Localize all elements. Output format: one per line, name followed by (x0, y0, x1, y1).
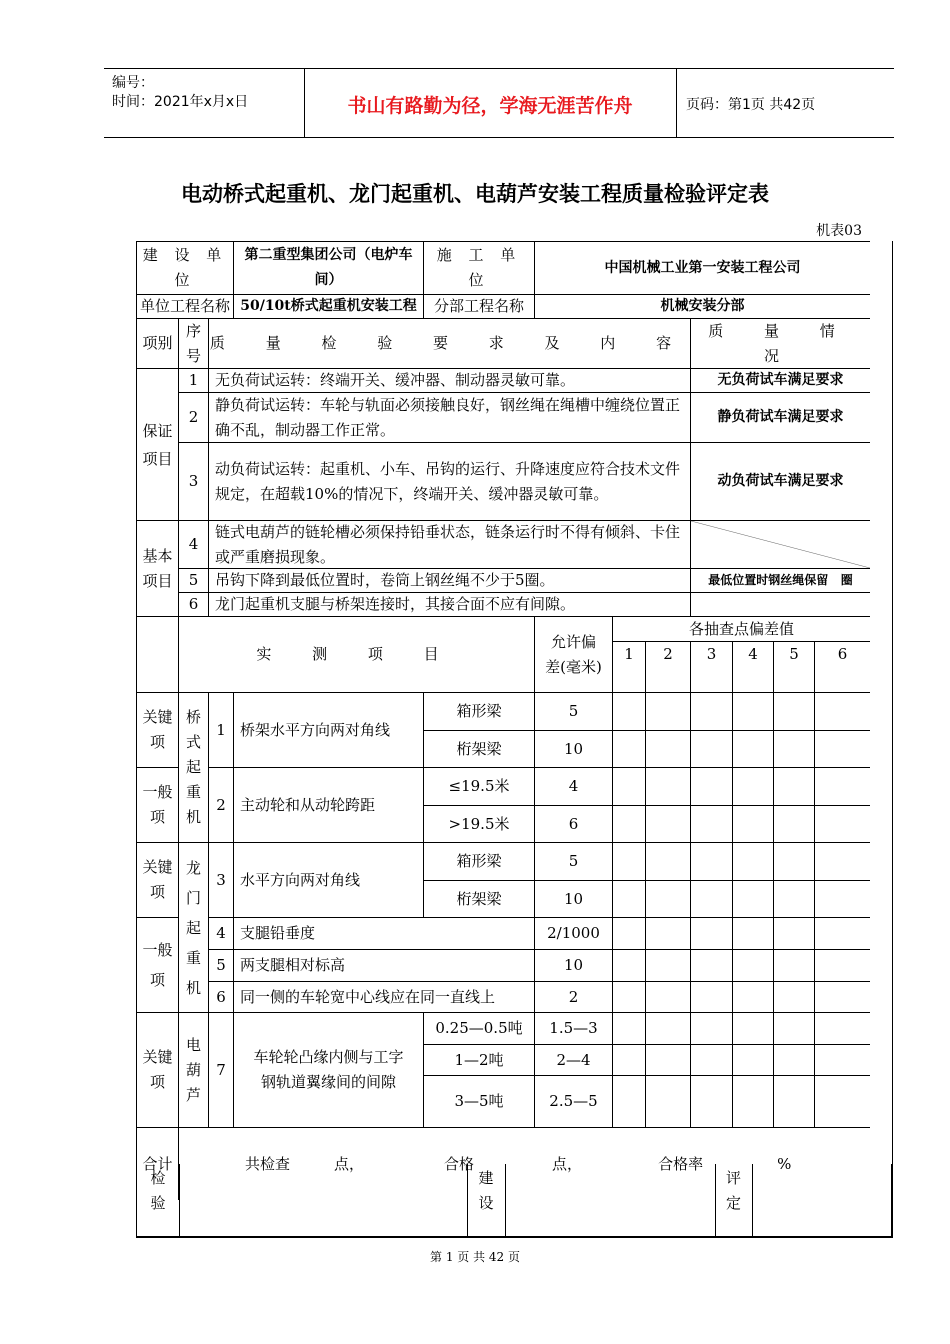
measure-tol: 2.5—5 (534, 1075, 612, 1127)
item-no: 2 (178, 392, 208, 442)
point-col-4: 4 (732, 641, 773, 692)
cat-key-label: 关键项 (136, 842, 178, 917)
total-points: 点， (334, 1154, 365, 1173)
guarantee-label: 保证项目 (136, 368, 178, 520)
item-status (690, 592, 870, 616)
builder-label: 建 设 单 位 (136, 241, 233, 294)
total-percent: % (777, 1154, 792, 1173)
item-text: 吊钩下降到最低位置时，卷筒上钢丝绳不少于5圈。 (208, 568, 690, 592)
measure-no: 1 (208, 692, 233, 767)
item-no: 4 (178, 520, 208, 568)
item-text: 无负荷试运转：终端开关、缓冲器、制动器灵敏可靠。 (208, 368, 690, 392)
cat-key-label: 关键项 (136, 1012, 178, 1127)
item-status: 静负荷试车满足要求 (690, 392, 870, 442)
inspect-label: 检验 (150, 1169, 166, 1212)
measure-sub: 箱形梁 (423, 692, 534, 730)
item-text: 龙门起重机支腿与桥架连接时，其接合面不应有间隙。 (208, 592, 690, 616)
contractor-value: 中国机械工业第一安装工程公司 (534, 241, 870, 294)
motto: 书山有路勤为径，学海无涯苦作舟 (347, 95, 633, 117)
measure-name: 主动轮和从动轮跨距 (233, 767, 423, 842)
item-status-slash (690, 520, 870, 568)
content-header: 质 量 检 验 要 求 及 内 容 (208, 318, 690, 368)
item-no: 5 (178, 568, 208, 592)
serial-label: 编号： (112, 75, 154, 91)
measure-no: 7 (208, 1012, 233, 1127)
unit-project-value: 50/10t桥式起重机安装工程 (233, 294, 423, 318)
blank-cell (136, 616, 178, 692)
measure-sub: 桁架梁 (423, 880, 534, 917)
item-no: 1 (178, 368, 208, 392)
page-title: 电动桥式起重机、龙门起重机、电葫芦安装工程质量检验评定表 (181, 182, 769, 206)
item-text: 动负荷试运转：起重机、小车、吊钩的运行、升降速度应符合技术文件规定，在超载10%的情况下，终端开关、缓冲器灵敏可靠。 (208, 442, 690, 520)
measure-sub: 3—5吨 (423, 1075, 534, 1127)
assess-label: 评定 (725, 1169, 741, 1212)
measure-name: 同一侧的车轮宽中心线应在同一直线上 (233, 981, 534, 1012)
item-no: 6 (178, 592, 208, 616)
measure-tol: 5 (534, 842, 612, 880)
measure-sub: ≤19.5米 (423, 767, 534, 805)
page-label: 页码：第1页 共42页 (686, 97, 816, 113)
measure-name: 两支腿相对标高 (233, 949, 534, 981)
item-no: 3 (178, 442, 208, 520)
gantry-crane-label: 龙门起重机 (178, 842, 208, 1012)
measure-name: 桥架水平方向两对角线 (233, 692, 423, 767)
category-header: 项别 (136, 318, 178, 368)
build-label: 建设 (478, 1169, 494, 1212)
total-pass-points: 点， (552, 1154, 583, 1173)
total-label: 合计 (136, 1127, 178, 1200)
point-col-3: 3 (690, 641, 732, 692)
measure-no: 4 (208, 917, 233, 949)
cat-general-label: 一般项 (136, 917, 178, 1012)
tolerance-header: 允许偏差(毫米) (534, 616, 612, 692)
header-divider (676, 69, 677, 137)
item-status: 最低位置时钢丝绳保留 圈 (690, 568, 870, 592)
total-pass: 合格 (444, 1154, 475, 1173)
point-col-1: 1 (612, 641, 645, 692)
hoist-label: 电葫芦 (178, 1012, 208, 1127)
measure-sub: >19.5米 (423, 805, 534, 842)
inspection-table (136, 241, 893, 1238)
page-header (104, 68, 894, 138)
measure-tol: 1.5—3 (534, 1012, 612, 1044)
bridge-crane-label: 桥式起重机 (178, 692, 208, 842)
time-label: 时间：2021年x月x日 (112, 94, 249, 110)
measure-tol: 2 (534, 981, 612, 1012)
measure-name: 支腿铅垂度 (233, 917, 534, 949)
measure-tol: 10 (534, 730, 612, 767)
item-text: 链式电葫芦的链轮槽必须保持铅垂状态，链条运行时不得有倾斜、卡住或严重磨损现象。 (208, 520, 690, 568)
basic-label: 基本项目 (136, 520, 178, 616)
measure-no: 3 (208, 842, 233, 917)
cat-key-label: 关键项 (136, 692, 178, 767)
form-code: 机表03 (816, 223, 862, 239)
cat-general-label: 一般项 (136, 767, 178, 842)
total-rate: 合格率 (658, 1154, 704, 1173)
item-status: 动负荷试车满足要求 (690, 442, 870, 520)
status-header: 质 量 情 况 (690, 318, 870, 368)
measure-no: 6 (208, 981, 233, 1012)
points-title: 各抽查点偏差值 (612, 616, 870, 692)
item-status: 无负荷试车满足要求 (690, 368, 870, 392)
point-col-2: 2 (645, 641, 690, 692)
total-checked: 共检查 (245, 1154, 291, 1173)
measure-sub: 1—2吨 (423, 1044, 534, 1075)
item-text: 静负荷试运转：车轮与轨面必须接触良好，钢丝绳在绳槽中缠绕位置正确不乱，制动器工作正常。 (208, 392, 690, 442)
unit-project-label: 单位工程名称 (136, 294, 233, 318)
point-col-6: 6 (814, 641, 870, 692)
point-col-5: 5 (773, 641, 814, 692)
measure-name: 车轮轮凸缘内侧与工字钢轨道翼缘间的间隙 (233, 1012, 423, 1127)
contractor-label: 施 工 单 位 (423, 241, 534, 294)
measure-tol: 10 (534, 949, 612, 981)
measure-no: 5 (208, 949, 233, 981)
measure-sub: 0.25—0.5吨 (423, 1012, 534, 1044)
measure-item-header: 实 测 项 目 (178, 616, 534, 692)
measure-sub: 桁架梁 (423, 730, 534, 767)
measure-tol: 6 (534, 805, 612, 842)
signoff-row (136, 1164, 892, 1237)
measure-tol: 5 (534, 692, 612, 730)
measure-tol: 10 (534, 880, 612, 917)
measure-tol: 4 (534, 767, 612, 805)
builder-value: 第二重型集团公司（电炉车间） (233, 241, 423, 294)
sub-project-value: 机械安装分部 (534, 294, 870, 318)
measure-sub: 箱形梁 (423, 842, 534, 880)
measure-name: 水平方向两对角线 (233, 842, 423, 917)
measure-tol: 2—4 (534, 1044, 612, 1075)
measure-no: 2 (208, 767, 233, 842)
seq-header: 序号 (178, 318, 208, 368)
page-footer: 第 1 页 共 42 页 (430, 1250, 520, 1264)
sub-project-label: 分部工程名称 (423, 294, 534, 318)
measure-tol: 2/1000 (534, 917, 612, 949)
